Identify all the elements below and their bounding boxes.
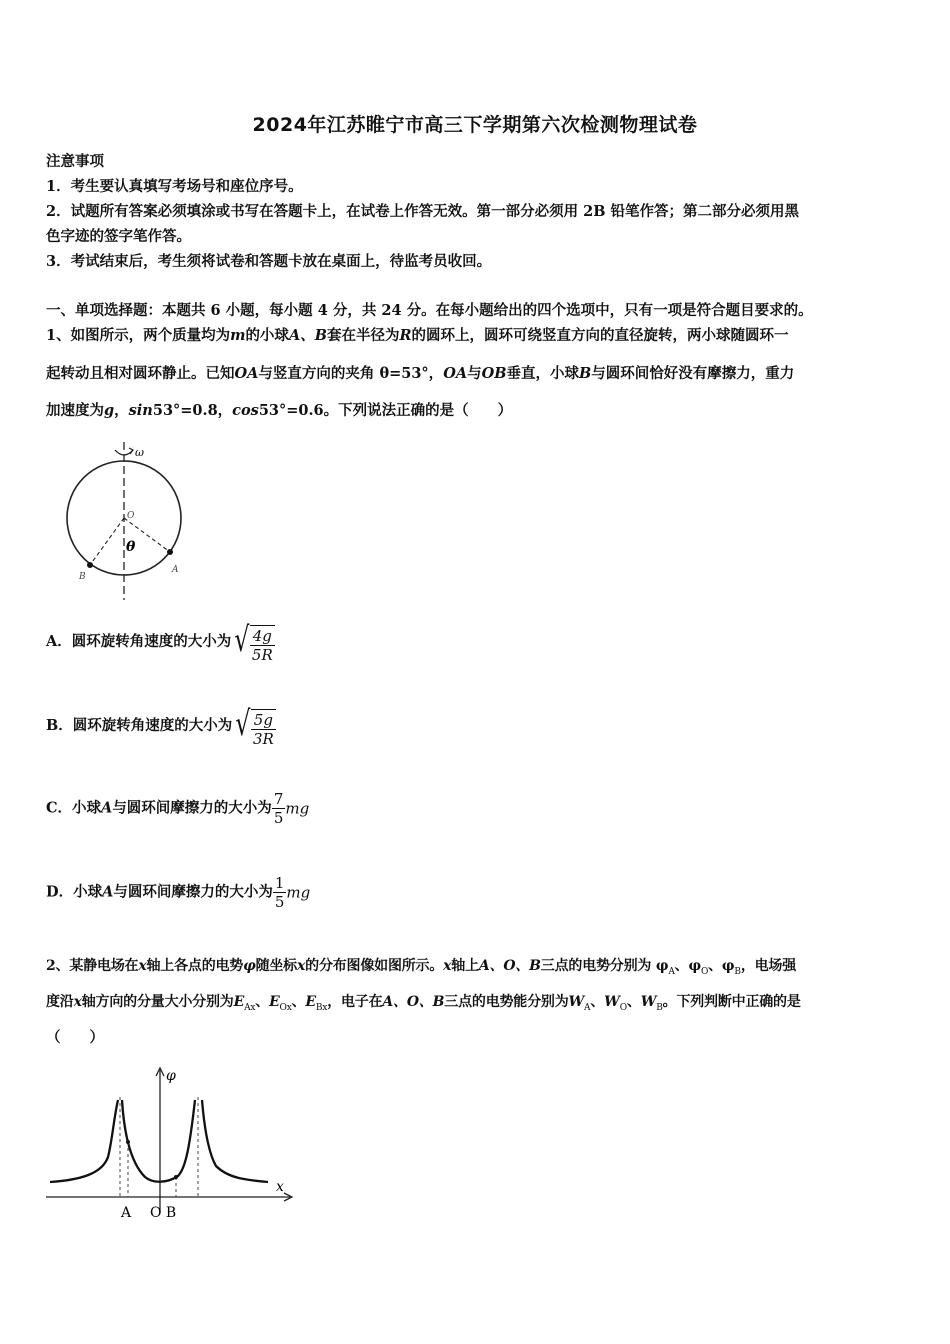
q1-figure-ring (55, 438, 195, 603)
notice-item-1: 1．考生要认真填写考场号和座位序号。 (46, 178, 303, 195)
point-A (126, 1140, 130, 1144)
center-label: O (127, 511, 135, 521)
q2-figure-potential-graph (40, 1062, 310, 1232)
tick-label-OB: O B (150, 1205, 177, 1221)
sqrt-expression: √ $\frac{5g}{3R}$ (235, 704, 274, 748)
ball-B (87, 562, 93, 568)
q2-line-2: 度沿x轴方向的分量大小分别为$E_{Ax}$、$E_{Ox}$、$E_{Bx}$，电子在A、O、B三点的电势能分别为$W_A$、$W_O$、$W_B$。下列判断中正确的是 (46, 994, 801, 1013)
phi-axis-label: φ (166, 1068, 176, 1084)
tick-label-A: A (121, 1205, 132, 1221)
sqrt-expression: √ $\frac{4g}{5R}$ (234, 620, 273, 664)
ball-A (167, 549, 173, 555)
q1-line-3: 加速度为g，sin53°=0.8，cos53°=0.6。下列说法正确的是（ ） (46, 402, 513, 419)
notice-item-3: 3．考试结束后，考生须将试卷和答题卡放在桌面上，待监考员收回。 (46, 253, 492, 270)
ball-A-label: A (172, 565, 179, 575)
notice-heading: 注意事项 (46, 153, 104, 170)
potential-curve-left (50, 1100, 118, 1182)
ball-B-label: B (79, 572, 86, 582)
section-heading: 一、单项选择题：本题共 6 小题，每小题 4 分，共 24 分。在每小题给出的四个选项中，只有一项是符合题目要求的。 (46, 302, 813, 319)
notice-item-2: 2．试题所有答案必须填涂或书写在答题卡上，在试卷上作答无效。第一部分必须用 2B 铅笔作答；第二部分必须用黑 (46, 203, 800, 220)
segment-OB (90, 518, 124, 565)
option-B[interactable]: B．圆环旋转角速度的大小为 √ $\frac{5g}{3R}$ (46, 704, 274, 748)
x-axis-label: x (276, 1179, 284, 1195)
option-D[interactable]: D．小球A与圆环间摩擦力的大小为 $\frac{1}{5}$ mg (46, 874, 311, 911)
potential-curve-middle (122, 1100, 195, 1182)
q1-line-2: 起转动且相对圆环静止。已知OA与竖直方向的夹角 θ=53°，OA与OB垂直，小球B与圆环间恰好没有摩擦力，重力 (46, 365, 795, 382)
option-C[interactable]: C．小球A与圆环间摩擦力的大小为 $\frac{7}{5}$ mg (46, 790, 310, 827)
q2-line-1: 2、某静电场在x轴上各点的电势φ随坐标x的分布图像如图所示。x轴上A、O、B三点的电势分别为 $\varphi_A$、$\varphi_O$、$\varphi_B$，电场强 (46, 958, 797, 977)
q1-line-1: 1、如图所示，两个质量均为m的小球A、B套在半径为R的圆环上，圆环可绕竖直方向的直径旋转，两小球随圆环一 (46, 327, 789, 344)
notice-item-2-cont: 色字迹的签字笔作答。 (46, 228, 191, 245)
q2-line-3: （ ） (46, 1029, 104, 1046)
option-A[interactable]: A．圆环旋转角速度的大小为 √ $\frac{4g}{5R}$ (46, 620, 273, 664)
omega-label: ω (135, 446, 144, 459)
potential-curve-right (202, 1100, 268, 1182)
page-title: 2024年江苏睢宁市高三下学期第六次检测物理试卷 (252, 114, 698, 136)
point-B (174, 1175, 178, 1179)
theta-label: θ (126, 539, 136, 555)
